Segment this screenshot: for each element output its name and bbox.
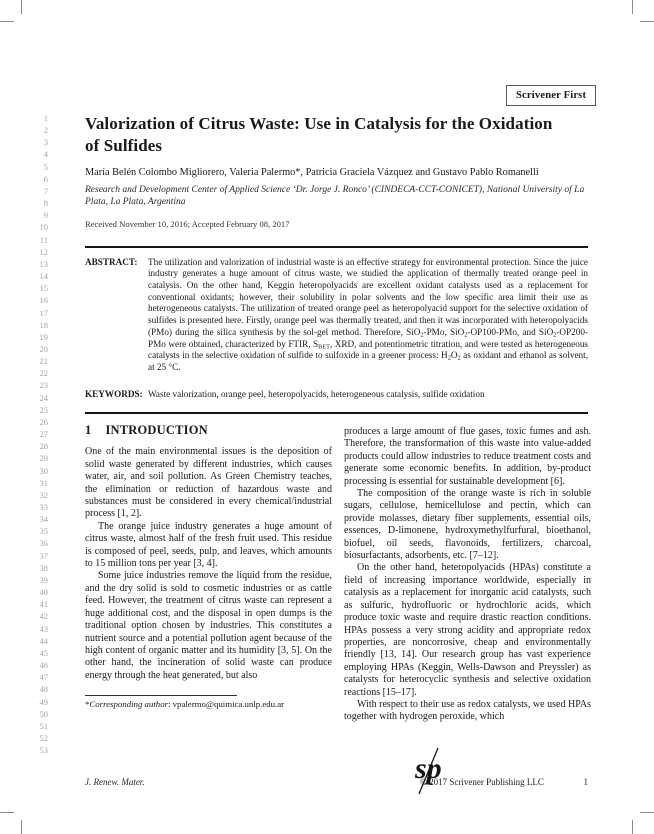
journal-name: J. Renew. Mater. bbox=[85, 777, 145, 787]
line-number: 12 bbox=[39, 246, 48, 257]
line-number: 3 bbox=[43, 137, 48, 148]
line-number: 27 bbox=[39, 429, 48, 440]
footnote-text bbox=[85, 699, 332, 710]
received-dates: Received November 10, 2016; Accepted February 08, 2017 bbox=[85, 219, 290, 229]
line-number: 48 bbox=[39, 684, 48, 695]
line-number: 26 bbox=[39, 416, 48, 427]
line-number: 40 bbox=[39, 587, 48, 598]
section-heading bbox=[85, 424, 332, 436]
section-title: INTRODUCTION bbox=[105, 423, 208, 437]
page-title: Valorization of Citrus Waste: Use in Catalysis for the Oxidation of Sulfides bbox=[85, 114, 553, 155]
line-number: 41 bbox=[39, 599, 48, 610]
body-column-right bbox=[344, 426, 591, 724]
footnote-label: Corresponding author bbox=[89, 699, 169, 710]
line-number: 44 bbox=[39, 635, 48, 646]
line-number: 42 bbox=[39, 611, 48, 622]
section-number: 1 bbox=[85, 423, 92, 437]
line-number: 8 bbox=[43, 198, 48, 209]
line-number-column bbox=[28, 112, 48, 756]
line-number: 37 bbox=[39, 550, 48, 561]
line-number: 5 bbox=[43, 161, 48, 172]
body-columns bbox=[85, 423, 591, 724]
crop-mark bbox=[640, 21, 654, 22]
line-number: 19 bbox=[39, 331, 48, 342]
line-number: 32 bbox=[39, 489, 48, 500]
abstract-bottom-rule bbox=[85, 412, 588, 414]
line-number: 29 bbox=[39, 453, 48, 464]
line-number: 50 bbox=[39, 708, 48, 719]
crop-mark bbox=[0, 812, 14, 813]
line-number: 9 bbox=[43, 210, 48, 221]
line-number: 28 bbox=[39, 441, 48, 452]
crop-mark bbox=[0, 21, 14, 22]
line-number: 4 bbox=[43, 149, 48, 160]
line-number: 15 bbox=[39, 283, 48, 294]
keywords-label: KEYWORDS: bbox=[85, 388, 143, 399]
line-number: 13 bbox=[39, 258, 48, 269]
line-number: 35 bbox=[39, 526, 48, 537]
affiliation: Research and Development Center of Applied Science ‘Dr. Jorge J. Ronco’ (CINDECA-CCT-CONICET), National University of La Plata, La Plata, Argentina bbox=[85, 185, 585, 208]
scrivener-publishing-logo-icon bbox=[406, 747, 452, 800]
keywords-text: Waste valorization, orange peel, heteropolyacids, heterogeneous catalysis, sulfide oxidation bbox=[148, 388, 485, 399]
page-number: 1 bbox=[583, 777, 588, 787]
line-number: 33 bbox=[39, 502, 48, 512]
line-number: 22 bbox=[39, 368, 48, 379]
line-number: 1 bbox=[43, 113, 48, 123]
crop-mark bbox=[21, 0, 22, 14]
paragraph: The composition of the orange waste is rich in soluble sugars, cellulose, hemicellulose and pectin, which can provide molasses, dietary fiber supplements, essential oils, essences, D-limonene, hydroxymethylfurfural, bioethanol, biofuel, oil seeds, flavonoids, fertilizers, charcoal, biosurfactants, adsorbents, etc. [7–12]. bbox=[344, 488, 591, 562]
paragraph: produces a large amount of flue gases, toxic fumes and ash. Therefore, the transformation of this waste into value-added products could allow industries to reduce treatment costs and generate some economic benefits. In addition, by-product processing is essential for sustainable development [6]. bbox=[344, 426, 591, 487]
scrivener-first-badge: Scrivener First bbox=[506, 85, 596, 106]
line-number: 17 bbox=[39, 307, 48, 318]
line-number: 51 bbox=[39, 720, 48, 731]
line-number: 30 bbox=[39, 465, 48, 476]
line-number: 23 bbox=[39, 380, 48, 391]
line-number: 47 bbox=[39, 672, 48, 683]
line-number: 36 bbox=[39, 538, 48, 549]
line-number: 25 bbox=[39, 404, 48, 415]
crop-mark bbox=[632, 820, 633, 834]
line-number: 20 bbox=[39, 343, 48, 354]
abstract-text: The utilization and valorization of industrial waste is an effective strategy for environmental protection. Since the juice industry generates a huge amount of citrus waste, we studied the application of thermally treated orange peel in catalysis. On the other hand, Keggin heteropolyacids are excellent oxidant catalysts used as a replacement for conventional oxidants; however, their solubility in polar solvents and the low specific area limit their use as heterogeneous catalysts. The utilization of treated orange peel as heteropolyacid support for the selective oxidation of sulfides is presented here. Firstly, orange peel was thermally treated, and then it was incorporated with heteropolyacids (PMo) during the silica synthesis by the sol-gel method. Therefore, SiO$_2$-PMo, SiO$_2$-OP100-PMo, and SiO$_2$-OP200-PMo were obtained, characterized by FTIR, $S_{BET}$, XRD, and potentiometric titration, and were tested as heterogeneous catalysts in the selective oxidation of sulfide to sulfoxide in a greener process: $H_2O_2$ as oxidant and ethanol as solvent, at 25 °C. bbox=[148, 256, 588, 372]
crop-mark bbox=[640, 812, 654, 813]
crop-mark bbox=[21, 820, 22, 834]
body-column-left bbox=[85, 424, 332, 724]
line-number: 7 bbox=[43, 185, 48, 196]
crop-mark bbox=[632, 0, 633, 14]
line-number: 21 bbox=[39, 356, 48, 367]
line-number: 45 bbox=[39, 647, 48, 658]
svg-text:sp: sp bbox=[415, 752, 442, 785]
line-number: 10 bbox=[39, 222, 48, 233]
line-number: 39 bbox=[39, 574, 48, 585]
paragraph: With respect to their use as redox catalysts, we used HPAs together with hydrogen peroxide, which bbox=[344, 698, 591, 723]
line-number: 14 bbox=[39, 271, 48, 282]
abstract-section bbox=[85, 246, 588, 414]
line-number: 6 bbox=[43, 173, 48, 184]
paragraph: On the other hand, heteropolyacids (HPAs) constitute a field of increasing importance worldwide, especially in catalysis as a replacement for inorganic acid catalysts, such as sulfuric, hydrofluoric or hydrochloric acids, which produce toxic waste and require drastic reaction conditions. HPAs possess a very strong acidity and appropriate redox properties, are noncorrosive, cheap and environmentally friendly [13, 14]. Our research group has vast experience employing HPAs (Keggin, Wells-Dawson and Preyssler) as catalysts for heterocyclic synthesis and selective oxidation reactions [15–17]. bbox=[344, 562, 591, 698]
footnote-marker: * bbox=[85, 699, 90, 710]
footnote-rule bbox=[85, 695, 237, 696]
line-number: 11 bbox=[39, 234, 48, 245]
paragraph: One of the main environmental issues is the deposition of solid waste generated by different industries, which causes water, air, and soil pollution. As Green Chemistry teaches, the elimination or reduction of hazardous waste and substances must be considered in every chemical/industrial process [1, 2]. bbox=[85, 446, 332, 520]
abstract-label: ABSTRACT: bbox=[85, 256, 138, 267]
line-number: 46 bbox=[39, 660, 48, 671]
line-number: 38 bbox=[39, 562, 48, 573]
line-number: 16 bbox=[39, 295, 48, 306]
line-number: 49 bbox=[39, 696, 48, 707]
paragraph: The orange juice industry generates a huge amount of citrus waste, almost half of the fresh fruit used. This residue is composed of peel, seeds, pulp, and leaves, which amounts to 15 million tons per year [3, 4]. bbox=[85, 520, 332, 570]
author-list: María Belén Colombo Migliorero, Valeria Palermo*, Patricia Graciela Vázquez and Gustavo Pablo Romanelli bbox=[85, 167, 539, 178]
line-number: 24 bbox=[39, 392, 48, 403]
line-number: 53 bbox=[39, 745, 48, 756]
line-number: 43 bbox=[39, 623, 48, 634]
line-number: 2 bbox=[43, 125, 48, 136]
line-number: 18 bbox=[39, 319, 48, 330]
abstract-top-rule bbox=[85, 246, 588, 248]
line-number: 52 bbox=[39, 732, 48, 743]
corresponding-author-email: : vpalermo@quimica.unlp.edu.ar bbox=[168, 699, 285, 710]
footnote bbox=[85, 695, 332, 710]
footer-right bbox=[420, 777, 588, 787]
paragraph: Some juice industries remove the liquid from the residue, and the dry solid is sold to cosmetic industries or as cattle feed. However, the treatment of citrus waste can represent a huge additional cost, and the disposal in open dumps is the traditional option chosen by industries. This constitutes a nutrient source and a potential pollution agent because of the high content of organic matter and its humidity [3, 5]. On the other hand, the incineration of solid waste can produce energy through the heat generated, but also bbox=[85, 570, 332, 681]
line-number: 31 bbox=[39, 477, 48, 488]
copyright-text: © 2017 Scrivener Publishing LLC bbox=[420, 777, 544, 787]
line-number: 34 bbox=[39, 514, 48, 525]
